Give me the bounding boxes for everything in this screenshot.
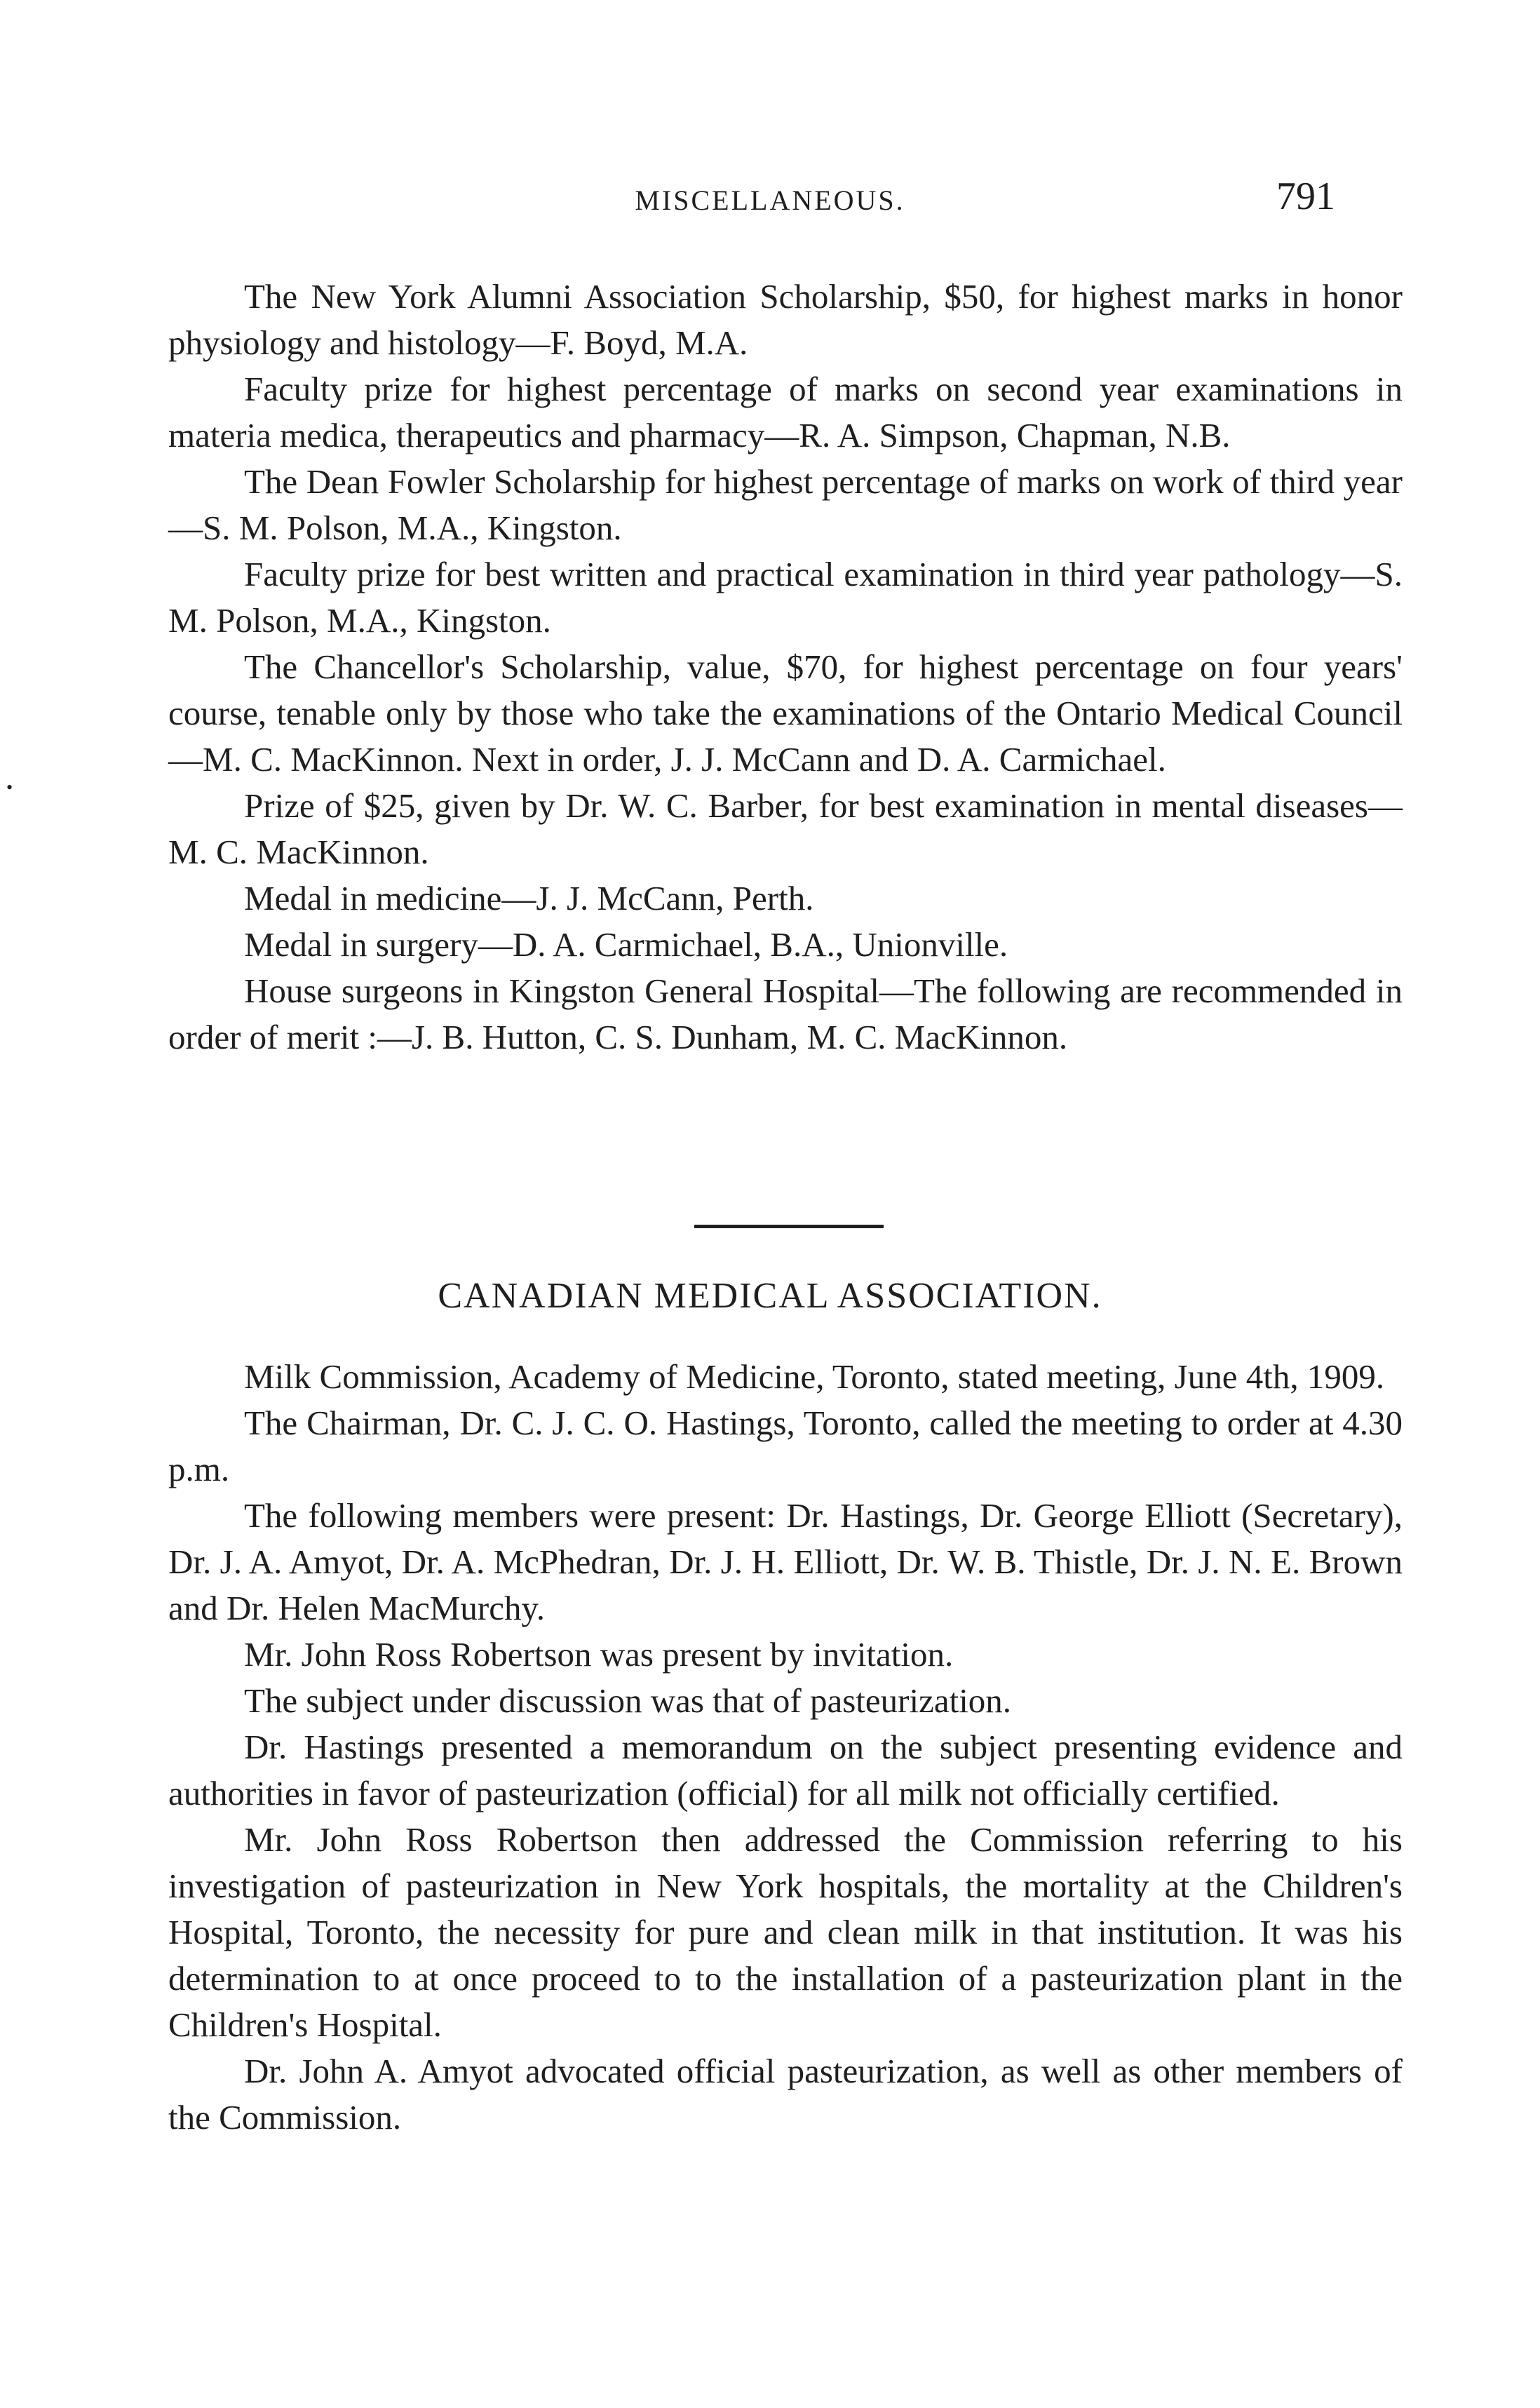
margin-mark: • bbox=[6, 777, 13, 798]
minutes-paragraph: The subject under discussion was that of pasteurization. bbox=[244, 1681, 1012, 1720]
minutes-paragraph: Mr. John Ross Robertson was present by invitation. bbox=[244, 1635, 954, 1674]
section-divider bbox=[694, 1225, 884, 1228]
awards-block bbox=[168, 274, 1403, 1061]
minutes-paragraph: Mr. John Ross Robertson then addressed the Commission referring to his investigation of pasteurization in New York hospitals, the mortality at the Children's Hospital, Toronto, the necessity for pure and clean milk in that institution. It was his determination to at once proceed to to the installation of a pasteurization plant in the Children's Hospital. bbox=[168, 1820, 1403, 2044]
award-paragraph: The Dean Fowler Scholarship for highest percentage of marks on work of third year—S. M. Polson, M.A., Kingston. bbox=[168, 462, 1403, 547]
minutes-paragraph: The Chairman, Dr. C. J. C. O. Hastings, Toronto, called the meeting to order at 4.30 p.m. bbox=[168, 1404, 1403, 1488]
award-paragraph: The New York Alumni Association Scholarship, $50, for highest marks in honor physiology and histology—F. Boyd, M.A. bbox=[168, 277, 1403, 362]
award-paragraph: The Chancellor's Scholarship, value, $70, for highest percentage on four years' course, tenable only by those who take the examinations of the Ontario Medical Council—M. C. MacKinnon. Next in order, J. J. McCann and D. A. Carmichael. bbox=[168, 647, 1403, 779]
award-paragraph: House surgeons in Kingston General Hospital—The following are recommended in order of merit :—J. B. Hutton, C. S. Dunham, M. C. MacKinnon. bbox=[168, 971, 1403, 1056]
minutes-block bbox=[168, 1354, 1403, 2141]
award-paragraph: Faculty prize for highest percentage of marks on second year examinations in materia medica, therapeutics and pharmacy—R. A. Simpson, Chapman, N.B. bbox=[168, 370, 1403, 455]
award-paragraph: Faculty prize for best written and practical examination in third year pathology—S. M. Polson, M.A., Kingston. bbox=[168, 555, 1403, 640]
award-paragraph: Medal in medicine—J. J. McCann, Perth. bbox=[244, 879, 814, 917]
page-number: 791 bbox=[1276, 175, 1335, 218]
running-title: MISCELLANEOUS. bbox=[635, 184, 905, 216]
minutes-paragraph: Dr. Hastings presented a memorandum on the subject presenting evidence and authorities in favor of pasteurization (official) for all milk not officially certified. bbox=[168, 1728, 1403, 1812]
section-heading: CANADIAN MEDICAL ASSOCIATION. bbox=[438, 1276, 1102, 1316]
minutes-paragraph: The following members were present: Dr. Hastings, Dr. George Elliott (Secretary), Dr. J. A. Amyot, Dr. A. McPhedran, Dr. J. H. Elliott, Dr. W. B. Thistle, Dr. J. N. E. Brown and Dr. Helen MacMurchy. bbox=[168, 1496, 1403, 1627]
award-paragraph: Medal in surgery—D. A. Carmichael, B.A., Unionville. bbox=[244, 925, 1008, 964]
minutes-paragraph: Dr. John A. Amyot advocated official pasteurization, as well as other members of the Commission. bbox=[168, 2052, 1403, 2137]
minutes-paragraph: Milk Commission, Academy of Medicine, Toronto, stated meeting, June 4th, 1909. bbox=[244, 1357, 1385, 1396]
award-paragraph: Prize of $25, given by Dr. W. C. Barber, for best examination in mental diseases—M. C. MacKinnon. bbox=[168, 786, 1403, 871]
